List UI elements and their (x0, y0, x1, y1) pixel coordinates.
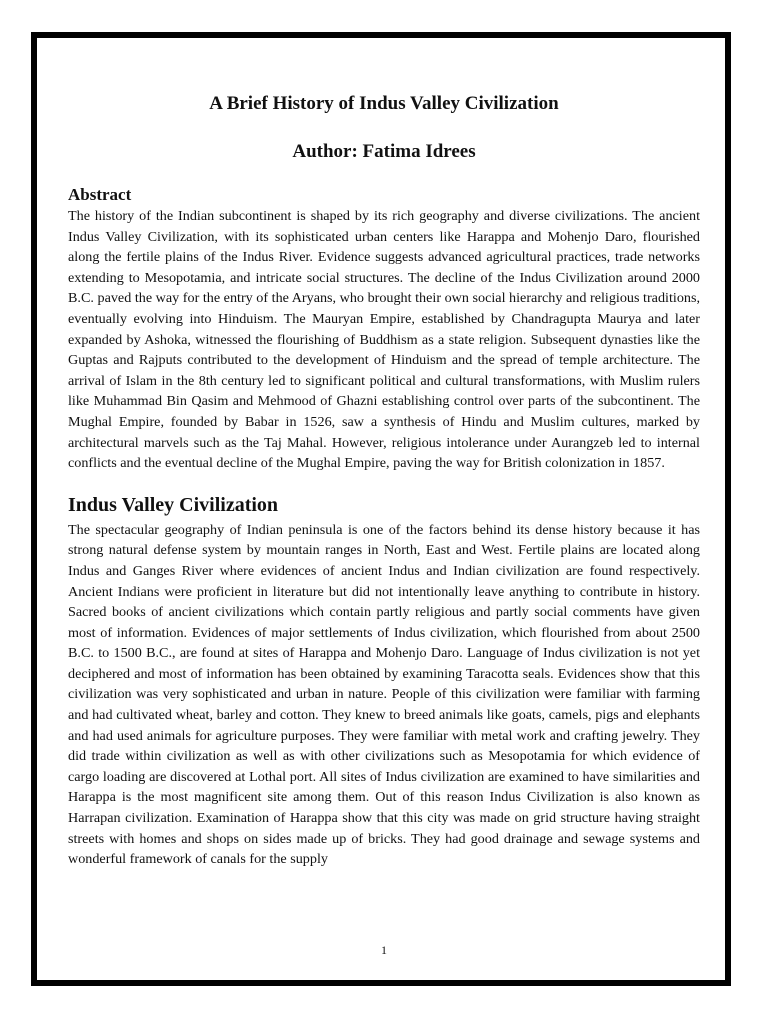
section-heading: Indus Valley Civilization (68, 493, 279, 516)
abstract-heading: Abstract (68, 185, 132, 204)
document-author: Author: Fatima Idrees (292, 141, 476, 162)
page-number: 1 (381, 943, 387, 957)
abstract-paragraph: The history of the Indian subcontinent is shaped by its rich geography and diverse civilizations. The ancient Indus Valley Civilization, with its sophisticated urban centers like Harappa and Mohenjo Daro, flourished along the fertile plains of the Indus River. Evidence suggests advanced agricultural practices, trade networks extending to Mesopotamia, and intricate social structures. The decline of the Indus Civilization around 2000 B.C. paved the way for the entry of the Aryans, who brought their own social hierarchy and religious traditions, eventually evolving into Hinduism. The Mauryan Empire, established by Chandragupta Maurya and later expanded by Ashoka, witnessed the flourishing of Buddhism as a state religion. Subsequent dynasties like the Guptas and Rajputs contributed to the development of Hinduism and the spread of temple architecture. The arrival of Islam in the 8th century led to significant political and cultural transformations, with Muslim rulers like Muhammad Bin Qasim and Mehmood of Ghazni establishing control over parts of the subcontinent. The Mughal Empire, founded by Babar in 1526, saw a synthesis of Hindu and Muslim cultures, marked by architectural marvels such as the Taj Mahal. However, religious intolerance under Aurangzeb led to internal conflicts and the eventual decline of the Mughal Empire, paving the way for British colonization in 1857. (68, 208, 700, 472)
document-body (68, 90, 700, 870)
document-title: A Brief History of Indus Valley Civilization (209, 93, 559, 114)
section-paragraph: The spectacular geography of Indian peninsula is one of the factors behind its dense history because it has strong natural defense system by mountain ranges in North, East and West. Fertile plains are located along Indus and Ganges River where evidences of ancient Indus and Indian civilization are found respectively. Ancient Indians were proficient in literature but did not intentionally leave anything to contribute in history. Sacred books of ancient civilizations which contain partly religious and partly social comments have given most of information. Evidences of major settlements of Indus civilization, which flourished from about 2500 B.C. to 1500 B.C., are found at sites of Harappa and Mohenjo Daro. Language of Indus civilization is not yet deciphered and most of information has been obtained by examining Taracotta seals. Evidences show that this civilization was very sophisticated and urban in nature. People of this civilization were familiar with farming and had cultivated wheat, barley and cotton. They knew to breed animals like goats, camels, pigs and elephants and had used animals for agriculture purposes. They were familiar with metal work and crafting jewelry. They did trade within civilization as well as with other civilizations such as Mesopotamia for which evidence of cargo loading are discovered at Lothal port. All sites of Indus civilization are examined to have similarities and Harappa is the most magnificent site among them. Out of this reason Indus Civilization is also known as Harrapan civilization. Examination of Harappa show that this city was made on grid structure having straight streets with homes and shops on sides made up of bricks. They had good drainage and sewage systems and wonderful framework of canals for the supply (68, 521, 700, 868)
